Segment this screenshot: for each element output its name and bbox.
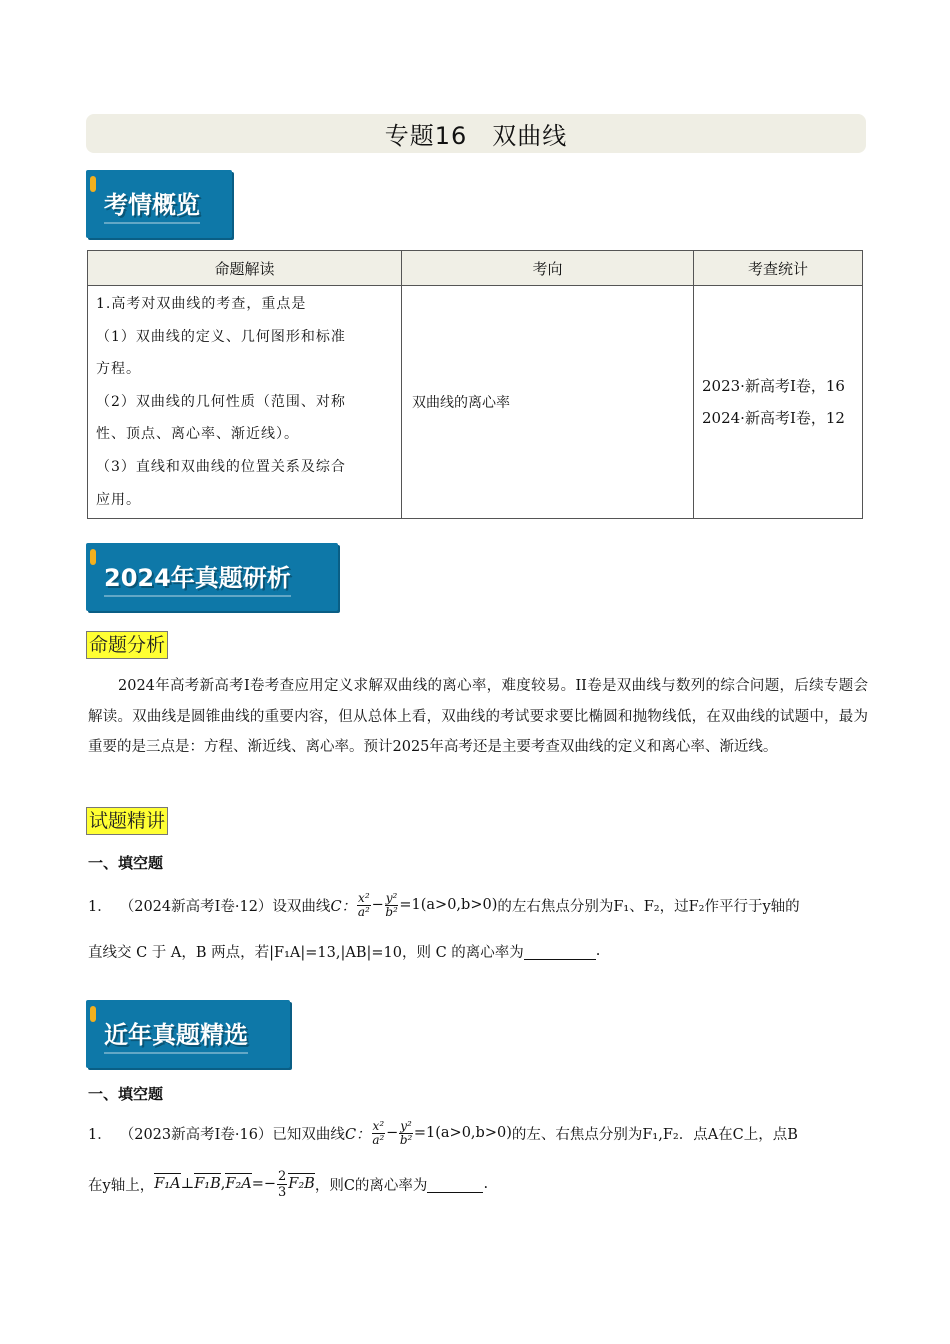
interpretation-line: （1）双曲线的定义、几何图形和标准 [96,328,346,345]
question-line [88,932,868,970]
vector: F₁A [154,1176,181,1192]
question-number: 1． [88,898,112,915]
question-text: 直线交 C 于 A，B 两点，若|F₁A|=13,|AB|=10，则 C 的离心率为 [88,944,524,961]
section2-heading: 一、填空题 [88,1085,164,1103]
minus: − [386,1125,399,1141]
question-2023 [88,1114,868,1206]
fraction [357,892,371,919]
recent-banner-label: 近年真题精选 [104,1015,248,1054]
question-text: 的左、右焦点分别为F₁,F₂．点A在C上，点B [511,1126,798,1143]
fraction-den: b² [399,1132,413,1147]
analysis-paragraph: 2024年高考新高考I卷考查应用定义求解双曲线的离心率，难度较易。II卷是双曲线与数列的综合问题，后续专题会解读。双曲线是圆锥曲线的重要内容，但从总体上看，双曲线的考试要求要比椭圆和抛物线低，在双曲线的试题中，最为重要的是三点是：方程、渐近线、离心率。预计2025年高考还是主要考查双曲线的定义和离心率、渐近线。 [88,678,868,755]
equals: =− [251,1176,277,1192]
direction-cell: 双曲线的离心率 [402,286,694,519]
interpretation-line: （3）直线和双曲线的位置关系及综合 [96,458,346,475]
question-text: 的左右焦点分别为F₁、F₂，过F₂作平行于y轴的 [497,898,800,915]
period: . [483,1176,489,1192]
page-title: 专题16 双曲线 [86,114,866,153]
header-stats: 考查统计 [694,251,863,286]
stats-line: 2023·新高考I卷，16 [702,377,845,396]
lecture-tag: 试题精讲 [86,807,168,835]
question-line [88,886,868,924]
comma: , [220,1176,226,1192]
vector: F₂B [288,1176,315,1192]
overview-banner-label: 考情概览 [104,185,200,224]
section1-heading: 一、填空题 [88,854,164,872]
fraction-num: x² [372,1118,385,1133]
condition: =1(a>0,b>0) [399,897,498,913]
question-line [88,1114,868,1152]
question-2024 [88,886,868,970]
fraction-den: 3 [278,1184,287,1200]
analysis-tag: 命题分析 [86,631,168,659]
fraction-num: 2 [278,1168,287,1184]
fraction-num: y² [400,1118,412,1133]
analysis-banner [86,543,338,611]
question-source: （2023新高考I卷·16）已知双曲线 [119,1126,345,1143]
period: . [595,943,601,959]
vector: F₂A [225,1176,252,1192]
vector: F₁B [194,1176,221,1192]
banner-tab-icon [90,1006,96,1022]
recent-banner [86,1000,290,1068]
stats-line: 2024·新高考I卷，12 [702,409,845,428]
fraction-den: b² [385,904,398,919]
fraction [399,1120,413,1147]
minus: − [371,897,384,913]
interpretation-cell [88,286,402,519]
analysis-banner-label: 2024年真题研析 [104,558,291,597]
interpretation-line: 1.高考对双曲线的考查，重点是 [96,296,307,312]
fraction-den: a² [372,1132,385,1147]
fraction [277,1169,287,1200]
answer-blank[interactable] [427,1176,483,1193]
header-interpretation: 命题解读 [88,251,402,286]
answer-blank[interactable] [524,943,596,960]
fraction-num: y² [385,890,398,905]
question-text: 在y轴上， [88,1177,155,1194]
fraction-den: a² [357,904,370,919]
question-source: （2024新高考I卷·12）设双曲线 [119,898,331,915]
interpretation-line: （2）双曲线的几何性质（范围、对称 [96,393,346,410]
banner-tab-icon [90,549,96,565]
curve-symbol: C： [344,1126,371,1143]
fraction [372,1120,386,1147]
question-text: ，则C的离心率为 [314,1177,428,1194]
condition: =1(a>0,b>0) [413,1125,512,1141]
fraction-num: x² [358,890,370,905]
overview-banner [86,170,232,238]
banner-tab-icon [90,176,96,192]
perp-symbol: ⊥ [180,1176,195,1192]
question-number: 1． [88,1126,112,1143]
interpretation-line: 应用。 [96,491,141,508]
stats-cell [694,286,863,519]
interpretation-line: 方程。 [96,361,141,378]
header-direction: 考向 [402,251,694,286]
fraction [385,892,399,919]
interpretation-line: 性、顶点、离心率、渐近线）。 [96,426,299,443]
curve-symbol: C： [330,898,357,915]
overview-table [87,250,863,519]
question-line [88,1162,868,1206]
